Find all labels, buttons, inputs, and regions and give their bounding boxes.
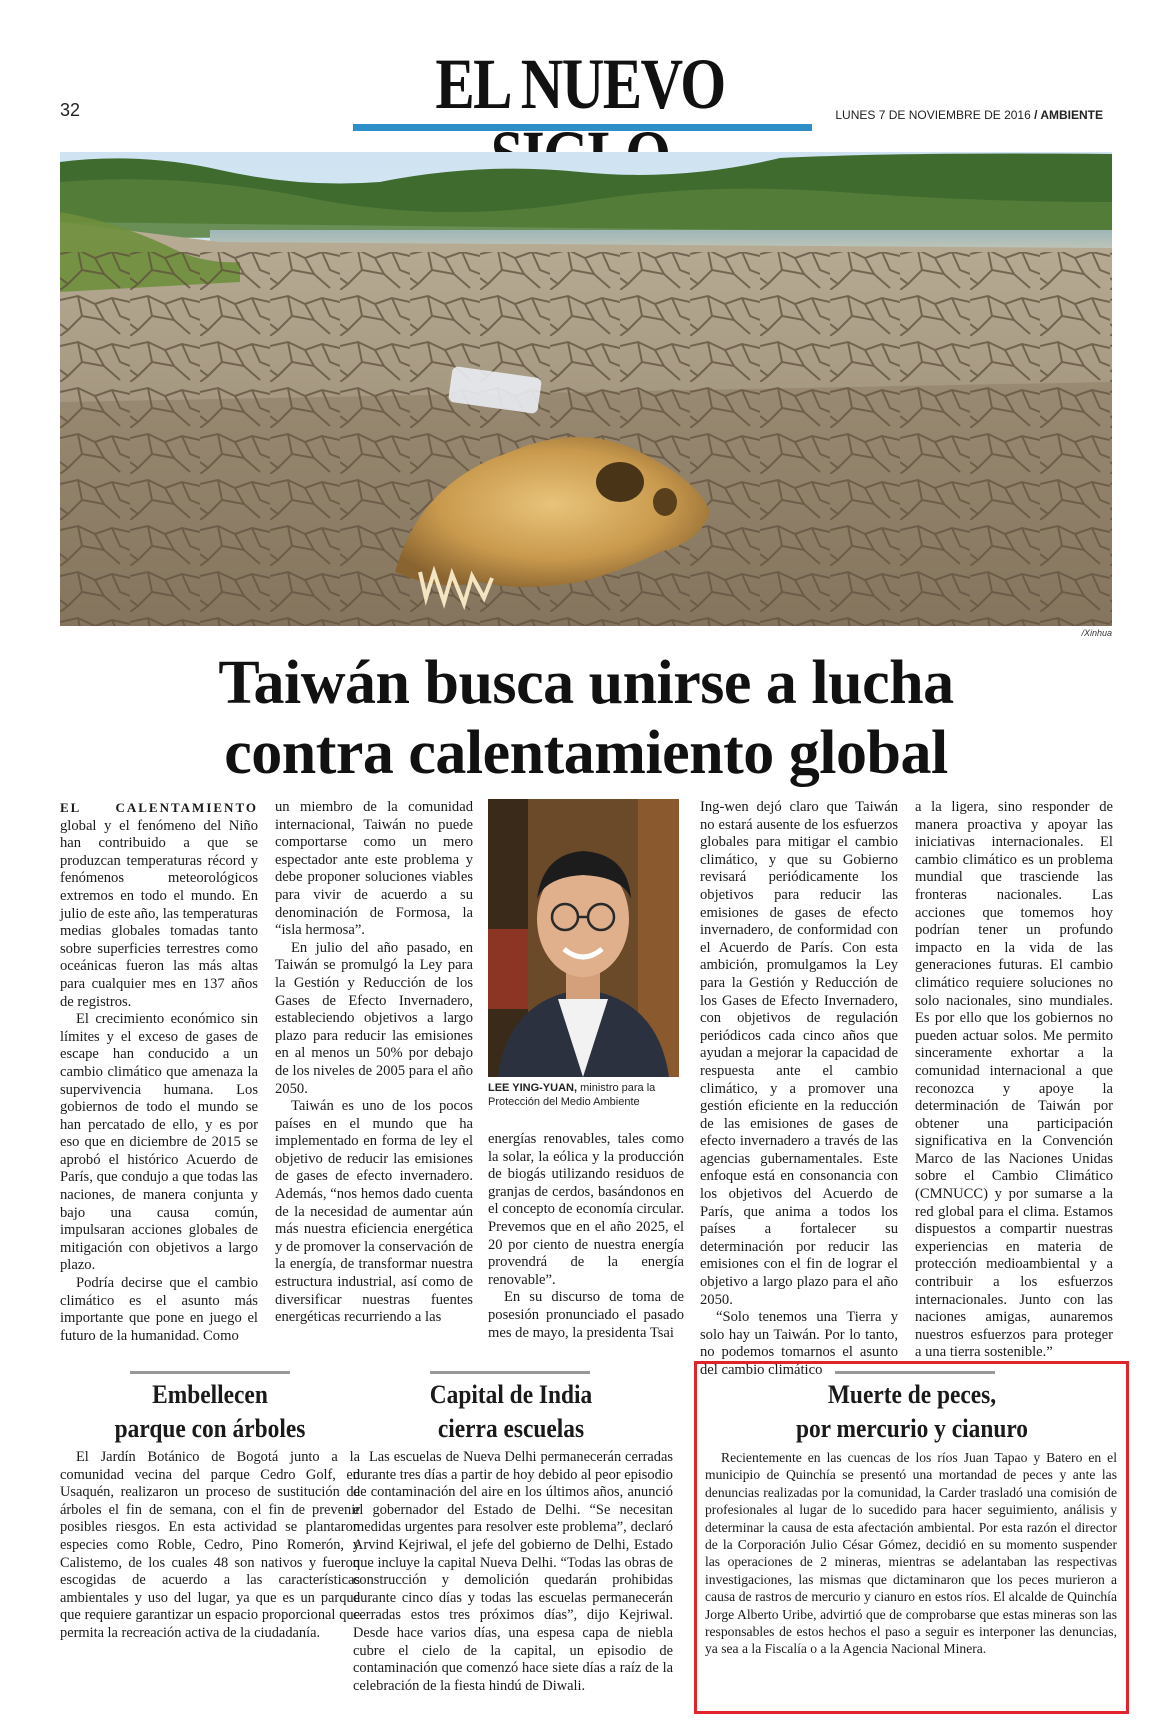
brief-title-fish-death: Muerte de peces, por mercurio y cianuro (795, 1380, 1029, 1443)
caption-name: LEE YING-YUAN, (488, 1082, 578, 1094)
paragraph: “Solo tenemos una Tierra y solo hay un Taiwán. Por lo tanto, no podemos tomarnos el asunto del cambio climático (700, 1309, 898, 1378)
paragraph: En julio del año pasado, en Taiwán se promulgó la Ley para la Gestión y Reducción de los Gases de Efecto Invernadero, estableciendo objetivos a largo plazo para reducir las emisiones en al menos un 50% por debajo de los niveles de 2005 para el año 2050. (275, 939, 473, 1097)
brief-divider (835, 1371, 995, 1374)
portrait-illustration (488, 799, 679, 1077)
paragraph: energías renovables, tales como la solar, la eólica y la producción de biogás utilizando residuos de granjas de cerdos, basándonos en el concepto de economía circular. Prevemos que en el año 2025, el 20 por ciento de nuestra energía provendrá de la energía renovable”. (488, 1131, 684, 1288)
paragraph: Ing-wen dejó claro que Taiwán no estará ausente de los esfuerzos globales para mitigar el cambio climático, y que su Gobierno revisará periódicamente los objetivos para reducir las emisiones de gases de efecto invernadero, de conformidad con el Acuerdo de París. Con esta ambición, promulgamos la Ley para la Gestión y Reducción de los Gases de Efecto Invernadero, con objetivos de regulación periódicos cada cinco años que ayudan a mejorar la capacidad de respuesta ante el cambio climático, y a promover una gestión eficiente en la reducción de las emisiones de gases de efecto invernadero a través de las agencias gubernamentales. Este enfoque está en consonancia con los objetivos del Acuerdo de París, que anima a todos los países a fortalecer su determinación por reducir las emisiones con el fin de lograr el objetivo a largo plazo para el año 2050. (700, 799, 898, 1308)
photo-credit: /Xinhua (1081, 628, 1112, 638)
paragraph: EL CALENTAMIENTO global y el fenómeno del Niño han contribuido a que se produzcan temperaturas récord y fenómenos meteorológicos extremos en todo el mundo. En julio de este año, las temperaturas medias globales tomadas tanto sobre superficies terrestres como oceánicas fueron las más altas para cualquier mes en 137 años de registros. (60, 800, 258, 1010)
paragraph: a la ligera, sino responder de manera proactiva y apoyar las iniciativas internacionales. El cambio climático es un problema mundial que trasciende las fronteras nacionales. Las acciones que tomemos hoy podrían tener un profundo impacto en la vida de las generaciones futuras. El cambio climático requiere soluciones no solo nacionales, sino mundiales. Es por ello que los gobiernos no pueden actuar solos. Me permito sinceramente exhortar a la comunidad internacional a que reconozca y apoye la determinación de Taiwán por obtener una participación significativa en la Convención Marco de las Naciones Unidas sobre el Cambio Climático (CMNUCC) y por sumarse a la red global para el clima. Estamos dispuestos a compartir nuestras experiencias en materia de protección medioambiental y a contribuir a los esfuerzos internacionales. Junto con las naciones amigas, aunaremos nuestros esfuerzos para proteger a una tierra sostenible.” (915, 799, 1113, 1361)
brief-title-park-trees: Embellecen parque con árboles (114, 1380, 306, 1443)
dateline (835, 108, 1103, 122)
article-column-2 (275, 799, 473, 1327)
riverbed-illustration (60, 152, 1112, 626)
caption-text: ministro para la Protección del Medio Ambiente (488, 1082, 656, 1108)
article-headline (60, 648, 1112, 788)
article-column-3 (488, 1131, 684, 1342)
portrait-caption (488, 1081, 683, 1109)
issue-date: LUNES 7 DE NOVIEMBRE DE 2016 (835, 108, 1031, 122)
paragraph: En su discurso de toma de posesión pronunciado el pasado mes de mayo, la presidenta Tsai (488, 1289, 684, 1341)
brief-body-fish-death: Recientemente en las cuencas de los ríos Juan Tapao y Batero en el municipio de Quinchía se presentó una mortandad de peces y ante las denuncias realizadas por la comunidad, la Carder trasladó una comisión de profesionales al lugar de lo sucedido para hacer seguimiento, análisis y determinar la causa de esta afectación ambiental. Por esta razón el director de la Corporación Julio César Gómez, decidió en su momento suspender las operaciones de 2 mineras, mientras se adelantaban las respectivas investigaciones, las mismas que dictaminaron que los peces murieron a causa de rastros de mercurio y cianuro en estos ríos. El alcalde de Quinchía Jorge Alberto Uribe, advirtió que de comprobarse que estas mineras son las responsables de estos hechos el paso a seguir es interponer las denuncias, ya sea a la Fiscalía o a la Agencia Nacional Minera. (705, 1450, 1117, 1657)
brief-divider (430, 1371, 590, 1374)
headline-line-1: Taiwán busca unirse a lucha (218, 649, 954, 717)
brief-title-india-schools: Capital de India cierra escuelas (429, 1380, 593, 1443)
brief-body-park-trees: El Jardín Botánico de Bogotá junto a la comunidad vecina del parque Cedro Golf, en Usaquén, realizaron un proceso de sustitución de árboles el fin de semana, con el fin de prevenir posibles riesgos. En esta actividad se plantaron especies como Roble, Cedro, Pino Romerón, y Calistemo, de los cuales 48 son nativos y fueron escogidas de acuerdo a las características ambientales y uso del lugar, ya que es un parque que requiere garantizar un espacio proporcional que permita la recreación activa de la ciudadanía. (60, 1449, 360, 1641)
brief-body-india-schools: Las escuelas de Nueva Delhi permanecerán cerradas durante tres días a partir de hoy debido al peor episodio de contaminación del aire en los últimos años, anunció el gobernador del Estado de Delhi. “Se necesitan medidas urgentes para resolver este problema”, declaró Arvind Kejriwal, el jefe del gobierno de Delhi, Estado que incluye la capital Nueva Delhi. “Todas las obras de construcción y demolición quedarán prohibidas durante cinco días y todas las escuelas permanecerán cerradas estos tres próximos días”, dijo Kejriwal. Desde hace varios días, una espesa capa de niebla cubre el cielo de la capital, un episodio de contaminación que comenzó hace siete días a raíz de la celebración de la fiesta hindú de Diwali. (353, 1449, 673, 1694)
page-number: 32 (60, 100, 81, 120)
article-column-1 (60, 799, 258, 1345)
headline-line-2: contra calentamiento global (224, 719, 948, 787)
masthead-title: EL NUEVO (435, 44, 725, 124)
portrait-photo-lee-ying-yuan (488, 799, 679, 1077)
masthead-underline (353, 124, 812, 131)
paragraph: Taiwán es uno de los pocos países en el mundo que ha implementado en forma de ley el objetivo de reducir las emisiones de gases de efecto invernadero. Además, “nos hemos dado cuenta de la necesidad de aumentar aún más nuestra eficiencia energética y de promover la conservación de la energía, de transformar nuestra estructura industrial, así como de diversificar nuestras fuentes energéticas recurriendo a las (275, 1098, 473, 1326)
main-photo-dry-riverbed (60, 152, 1112, 626)
paragraph: un miembro de la comunidad internacional, Taiwán no puede comportarse como un mero espectador ante este problema y debe proponer soluciones viables para vivir de acuerdo a su denominación de Formosa, la “isla hermosa”. (275, 799, 473, 939)
paragraph: El crecimiento económico sin límites y el exceso de gases de escape han conducido a un cambio climático que amenaza la supervivencia humana. Los gobiernos de todo el mundo se han percatado de ello, y es por eso que en diciembre de 2015 se aprobó el histórico Acuerdo de París, que condujo a que todas las naciones, de manera conjunta y bajo una causa común, impulsaran acciones globales de mitigación con objetivos a largo plazo. (60, 1011, 258, 1274)
article-column-4 (700, 799, 898, 1380)
brief-divider (130, 1371, 290, 1374)
article-column-5 (915, 799, 1113, 1362)
section-label: / AMBIENTE (1034, 108, 1103, 122)
lead-caps: EL CALENTAMIENTO (60, 800, 258, 815)
paragraph: Podría decirse que el cambio climático es el asunto más importante que pone en juego el futuro de la humanidad. Como (60, 1275, 258, 1344)
